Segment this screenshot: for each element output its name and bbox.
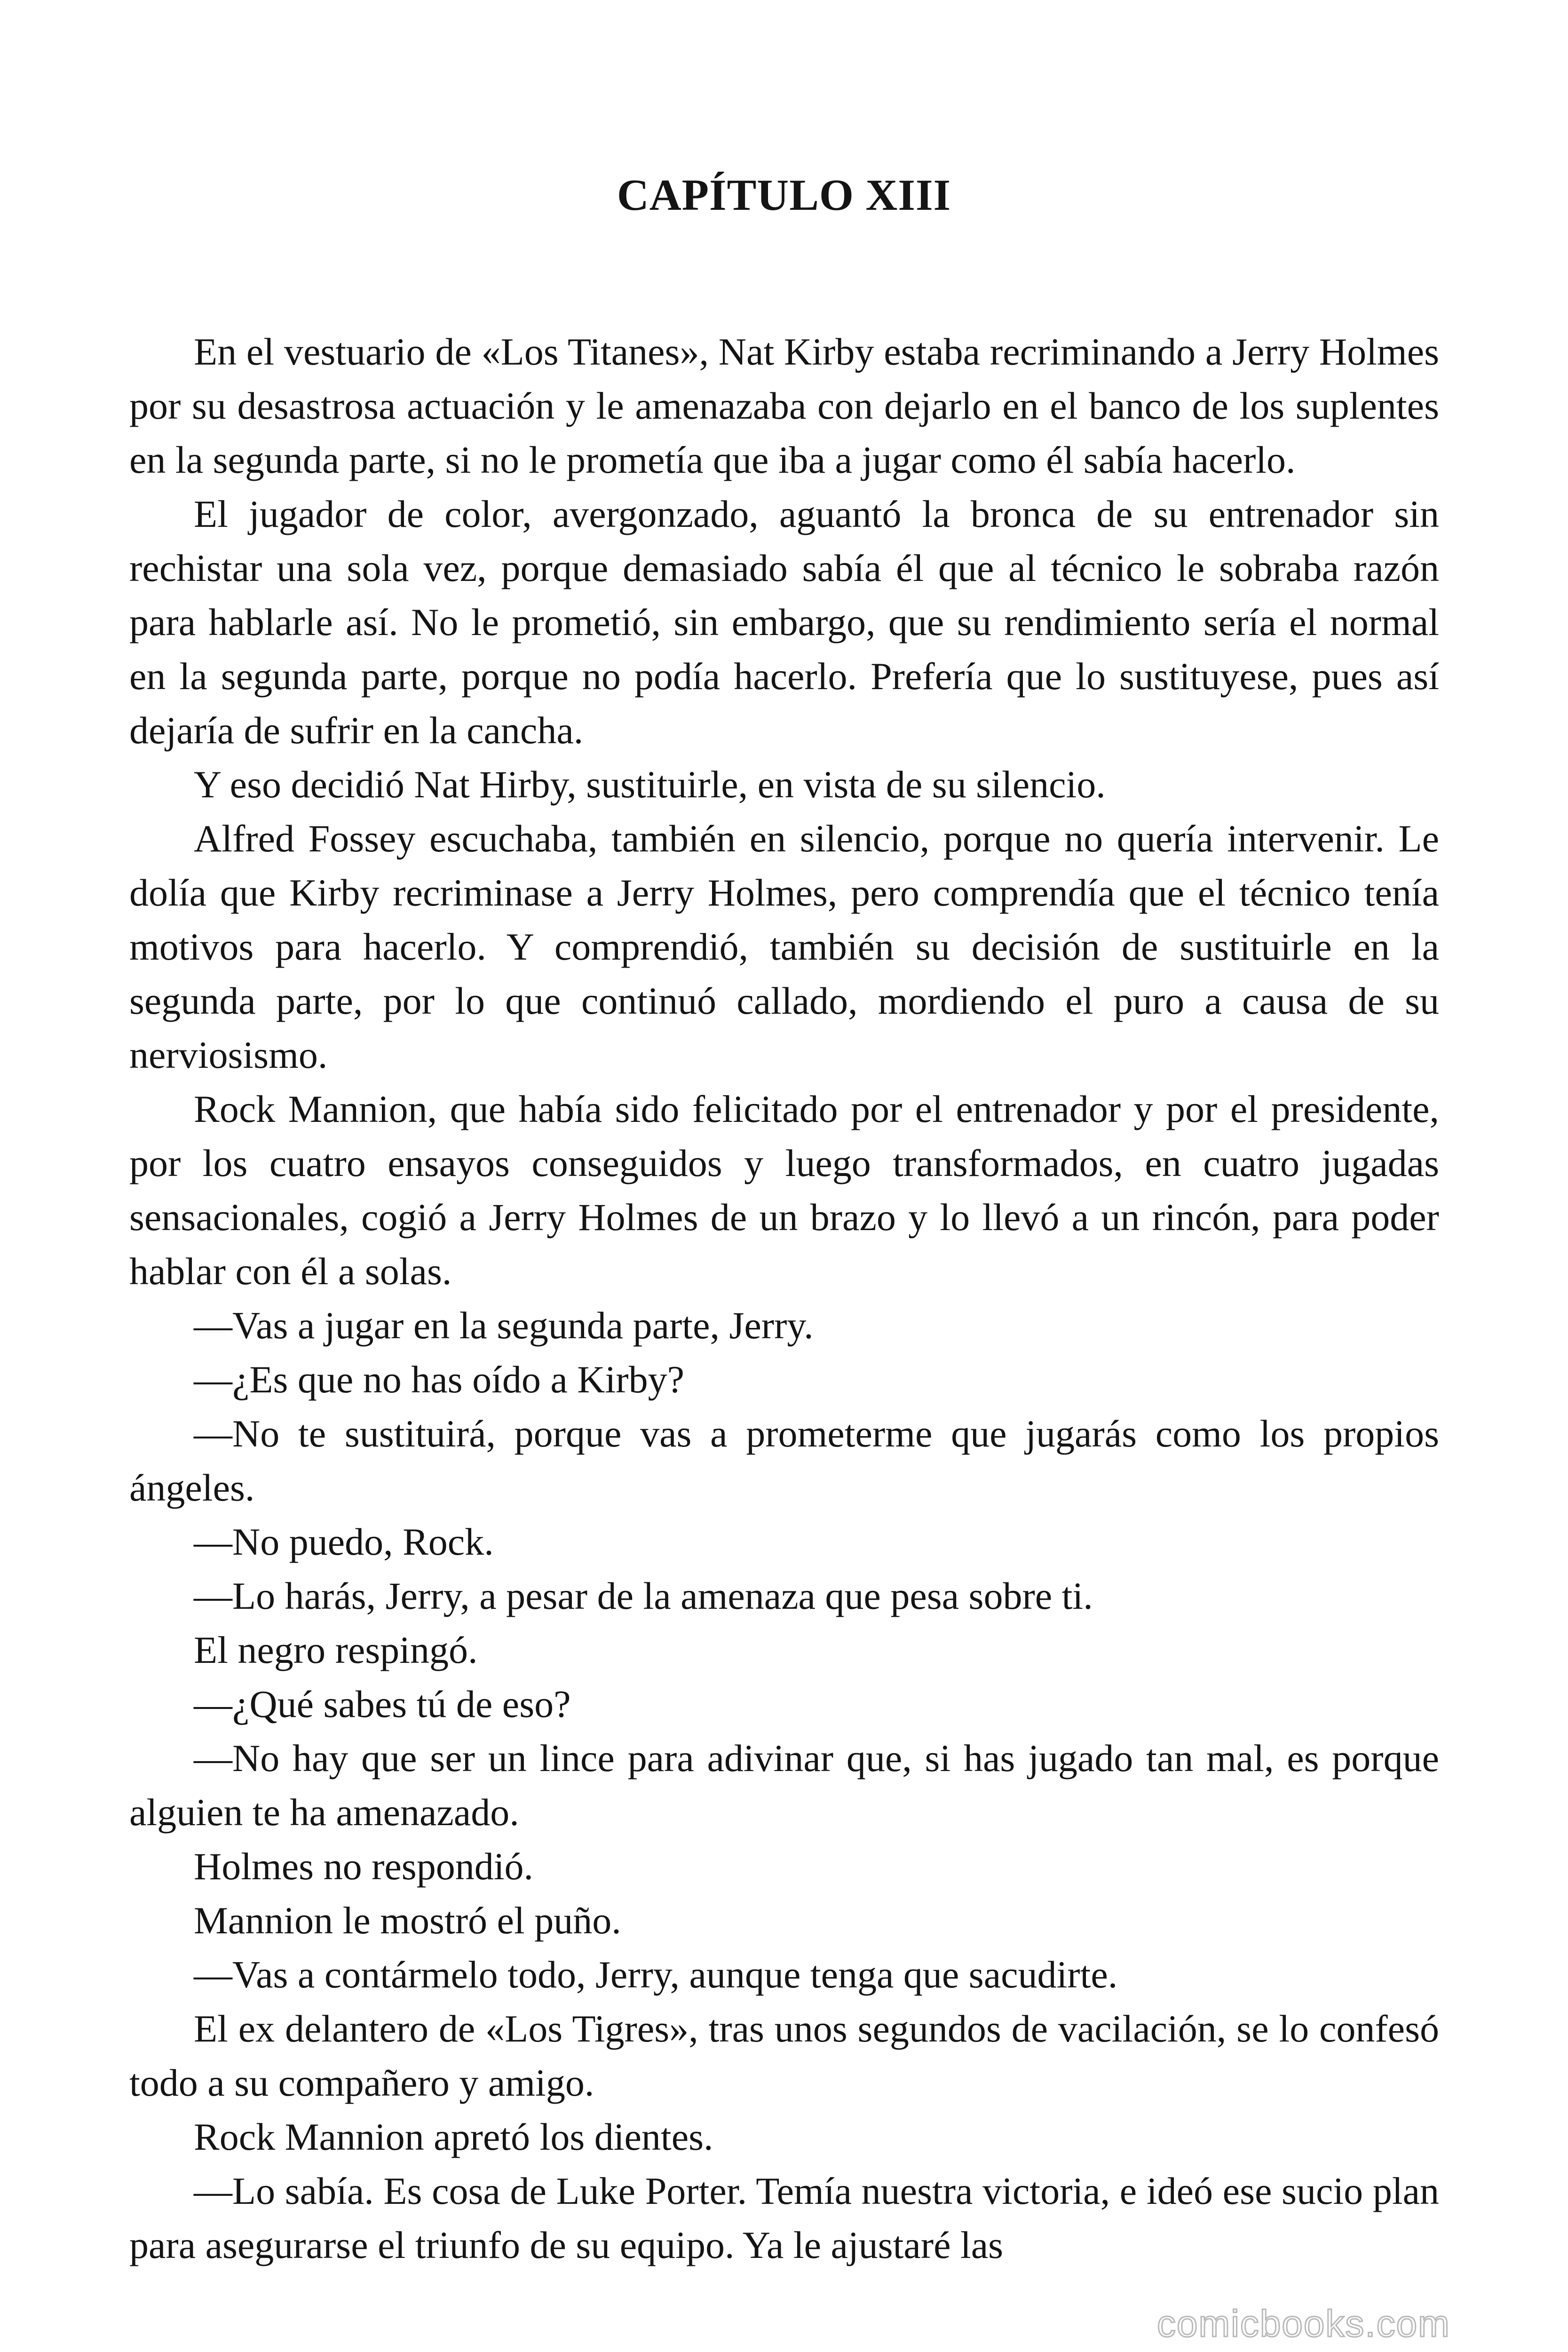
dialogue-line: —No puedo, Rock. <box>194 1520 494 1563</box>
chapter-body <box>129 325 1439 2272</box>
paragraph: Alfred Fossey escuchaba, también en silencio, porque no quería intervenir. Le dolía que Kirby recriminase a Jerry Holmes, pero comprendía que el técnico tenía motivos para hacerlo. Y comprendió, también su decisión de sustituirle en la segunda parte, por lo que continuó callado, mordiendo el puro a causa de su nerviosismo. <box>129 817 1439 1076</box>
chapter-title: CAPÍTULO XIII <box>617 171 951 220</box>
paragraph: Mannion le mostró el puño. <box>194 1899 621 1942</box>
paragraph: Rock Mannion, que había sido felicitado por el entrenador y por el presidente, por los cuatro ensayos conseguidos y luego transformados, en cuatro jugadas sensacionales, cogió a Jerry Holmes de un brazo y lo llevó a un rincón, para poder hablar con él a solas. <box>129 1088 1439 1293</box>
paragraph: En el vestuario de «Los Titanes», Nat Kirby estaba recriminando a Jerry Holmes por su desastrosa actuación y le amenazaba con dejarlo en el banco de los suplentes en la segunda parte, si no le prometía que iba a jugar como él sabía hacerlo. <box>129 330 1439 481</box>
paragraph: Y eso decidió Nat Hirby, sustituirle, en vista de su silencio. <box>194 763 1106 806</box>
dialogue-line: —Vas a jugar en la segunda parte, Jerry. <box>194 1304 814 1347</box>
dialogue-line: —Lo sabía. Es cosa de Luke Porter. Temía nuestra victoria, e ideó ese sucio plan para asegurarse el triunfo de su equipo. Ya le ajustaré las <box>129 2169 1439 2266</box>
dialogue-line: —¿Es que no has oído a Kirby? <box>194 1358 684 1401</box>
dialogue-line: —Vas a contármelo todo, Jerry, aunque tenga que sacudirte. <box>194 1953 1118 1996</box>
dialogue-line: —No hay que ser un lince para adivinar que, si has jugado tan mal, es porque alguien te ha amenazado. <box>129 1737 1439 1834</box>
watermark-logo: comicbooks.com <box>1157 2303 1450 2344</box>
dialogue-line: —Lo harás, Jerry, a pesar de la amenaza que pesa sobre ti. <box>194 1574 1093 1617</box>
dialogue-line: —No te sustituirá, porque vas a prometerme que jugarás como los propios ángeles. <box>129 1412 1439 1509</box>
paragraph: El negro respingó. <box>194 1629 478 1671</box>
paragraph: Rock Mannion apretó los dientes. <box>194 2115 713 2158</box>
paragraph: El jugador de color, avergonzado, aguantó la bronca de su entrenador sin rechistar una sola vez, porque demasiado sabía él que al técnico le sobraba razón para hablarle así. No le prometió, sin embargo, que su rendimiento sería el normal en la segunda parte, porque no podía hacerlo. Prefería que lo sustituyese, pues así dejaría de sufrir en la cancha. <box>129 493 1439 752</box>
dialogue-line: —¿Qué sabes tú de eso? <box>194 1683 571 1725</box>
paragraph: Holmes no respondió. <box>194 1845 533 1888</box>
paragraph: El ex delantero de «Los Tigres», tras unos segundos de vacilación, se lo confesó todo a su compañero y amigo. <box>129 2007 1439 2104</box>
